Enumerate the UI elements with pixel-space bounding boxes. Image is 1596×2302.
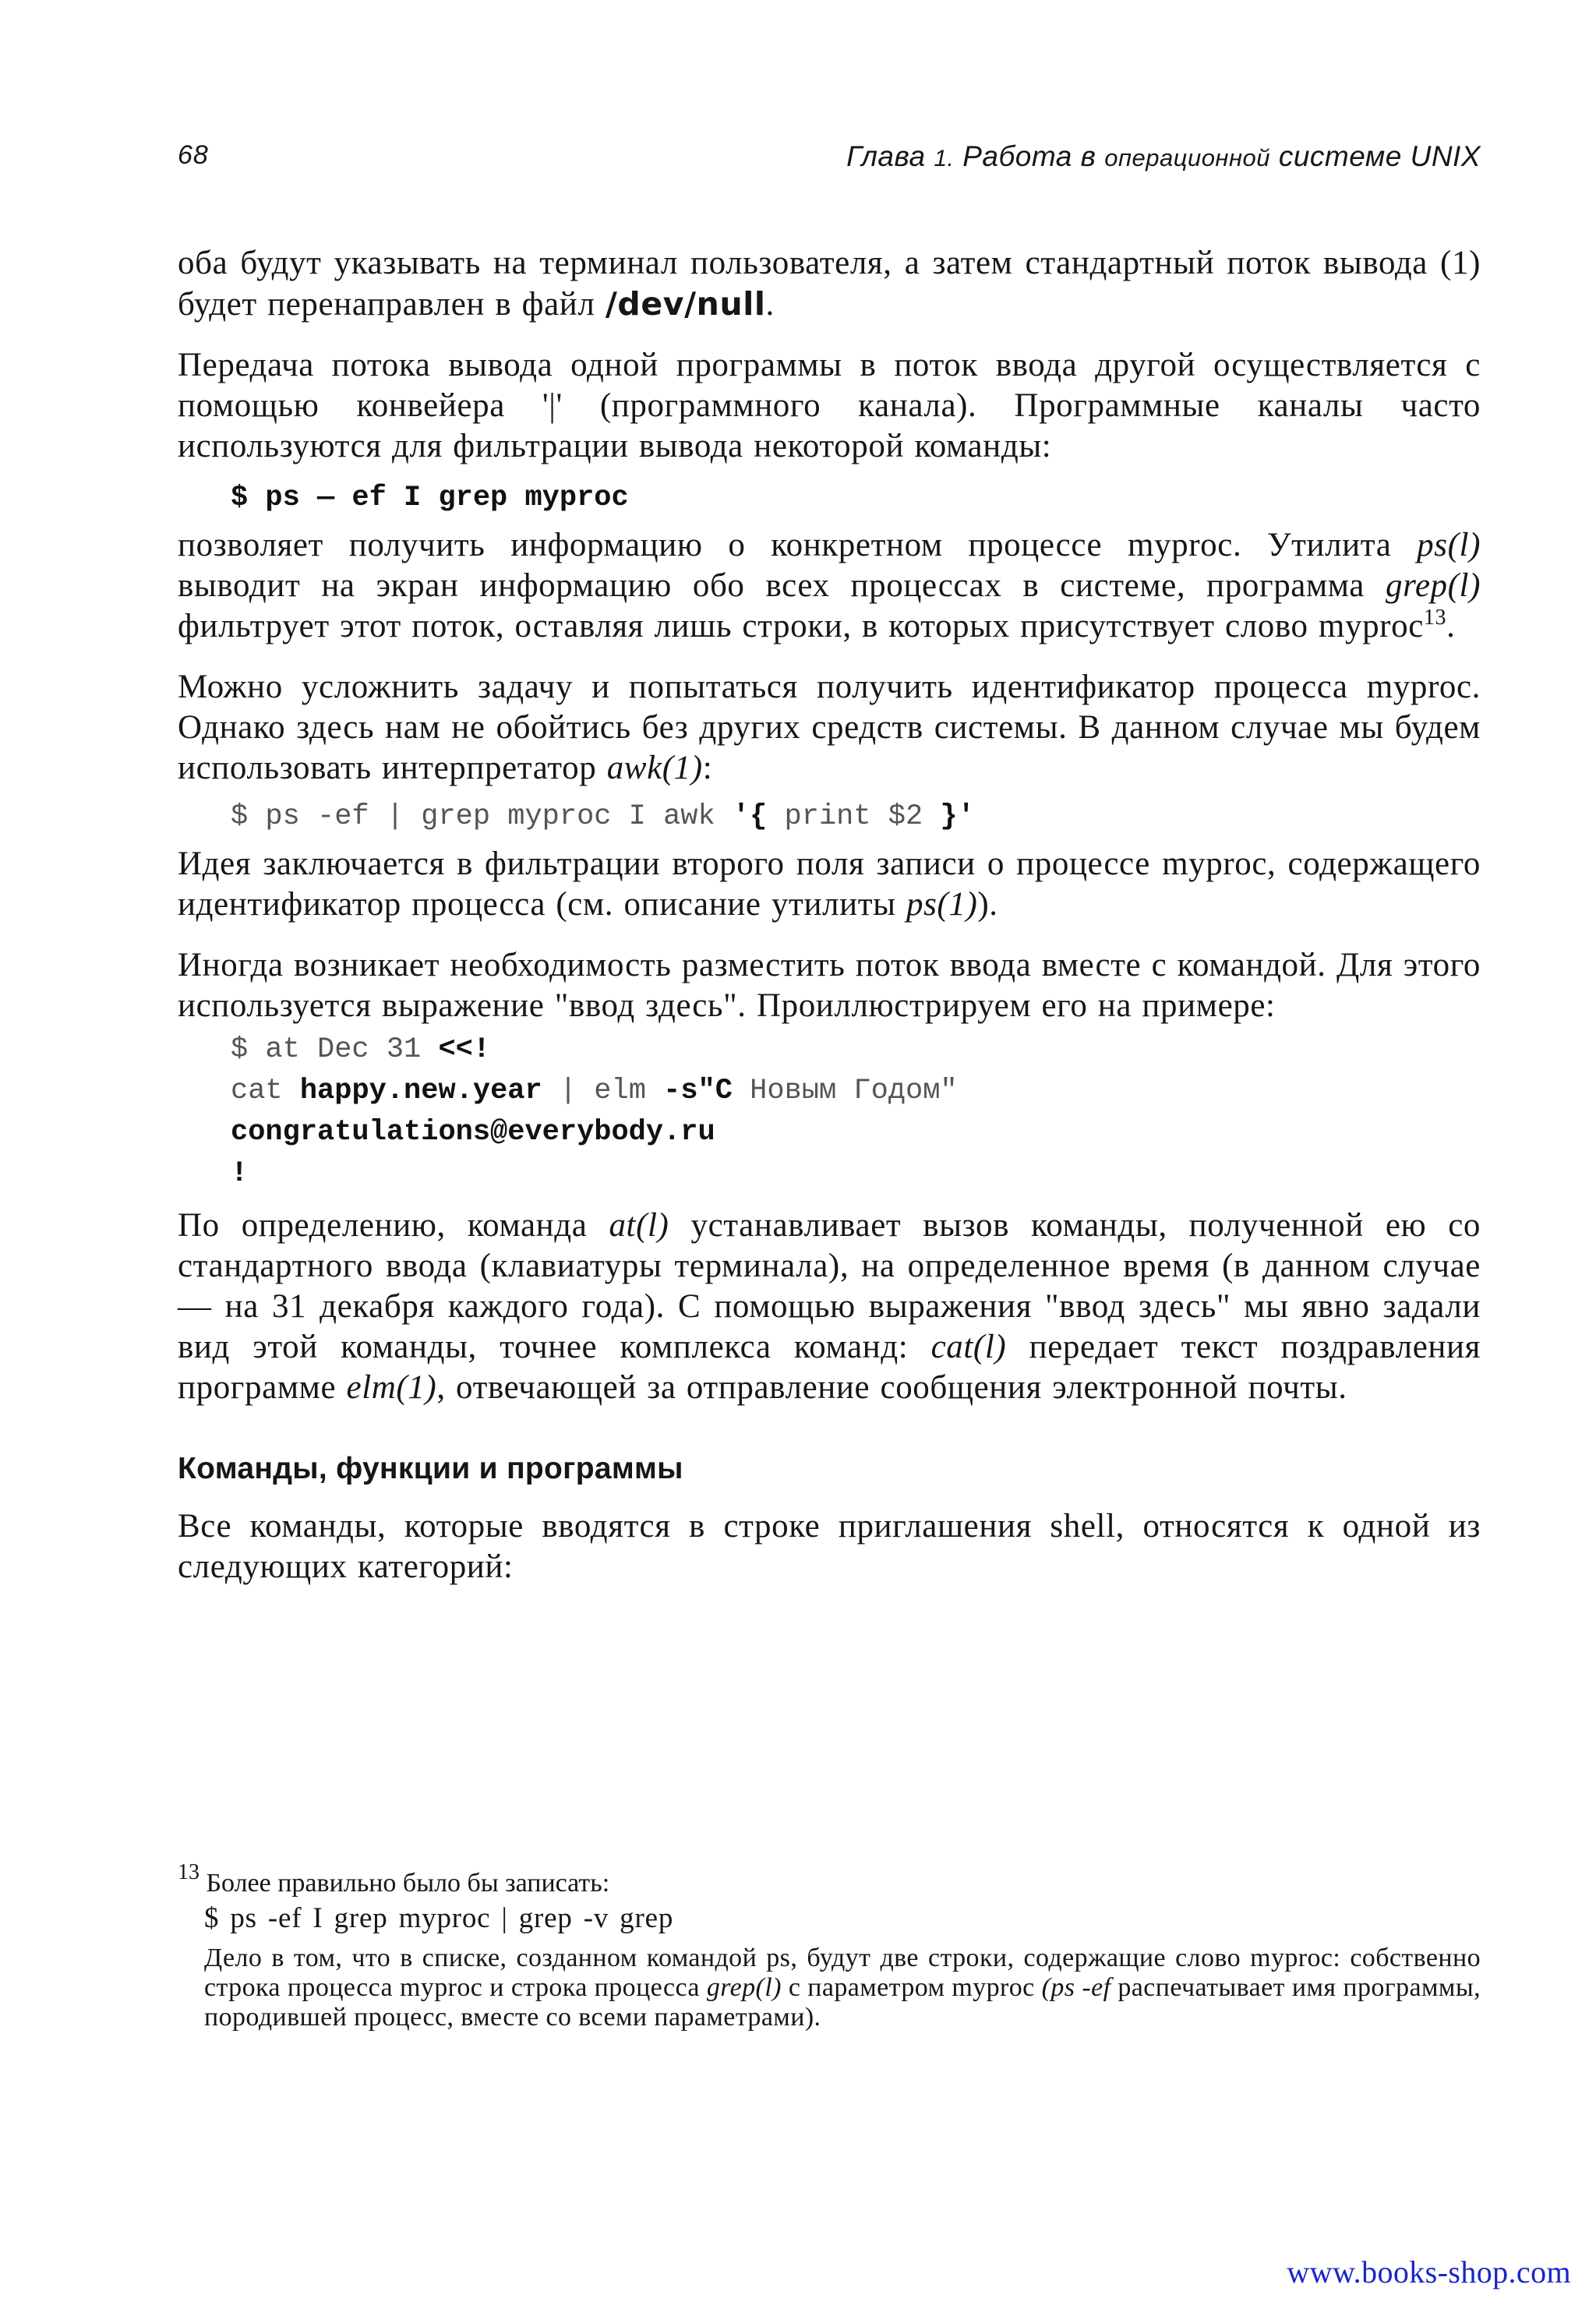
paragraph-pipe: Передача потока вывода одной программы в поток ввода другой осуществляется с помощью конвейера '|' (программного канала). Программные каналы часто используются для фильтрации вывода некоторой команды: [178, 347, 1481, 464]
books-shop-link[interactable]: www.books-shop.com [1287, 2254, 1571, 2290]
footnote-command: $ ps -ef I grep myproc | grep -v grep [204, 1902, 674, 1934]
code-ps-grep: $ ps — ef I grep myproc [231, 482, 629, 514]
paragraph-field-filter: Идея заключается в фильтрации второго поля записи о процессе myproc, содержащего идентификатор процесса (см. описание утилиты ps(1)). [178, 846, 1481, 923]
paragraph-awk: Можно усложнить задачу и попытаться получить идентификатор процесса myproc. Однако здесь нам не обойтись без других средств системы. В данном случае мы будем использовать интерпретатор awk(1): [178, 669, 1481, 786]
book-page [178, 0, 1481, 2302]
code-terminator-line: ! [231, 1157, 249, 1190]
page-number: 68 [178, 140, 209, 170]
main-text [178, 243, 1481, 1587]
footnote-explanation: Дело в том, что в списке, созданном командой ps, будут две строки, содержащие слово myproc: собственно строка процесса myproc и строка процесса grep(l) с параметром myproc (ps -ef распечатывает имя программы, породившей процесс, вместе со всеми параметрами). [204, 1944, 1481, 2032]
dev-null-path: /dev/null [605, 285, 766, 323]
footnote-ref: 13 [1423, 606, 1447, 630]
paragraph-redirect: оба будут указывать на терминал пользователя, а затем стандартный поток вывода (1) будет перенаправлен в файл /dev/null. [178, 245, 1481, 323]
chapter-title: Глава 1. Работа в операционной системе UNIX [846, 140, 1481, 172]
code-email-line: congratulations@everybody.ru [231, 1116, 715, 1149]
footnote-13 [178, 1860, 1481, 2032]
running-header [178, 140, 1481, 179]
paragraph-ps-explained: позволяет получить информацию о конкретном процессе myproc. Утилита ps(l) выводит на экран информацию обо всех процессах в системе, программа grep(l) фильтрует этот поток, оставляя лишь строки, в которых присутствует слово myproc$^{13}$. [178, 527, 1481, 644]
code-cat-line: cat happy.new.year | elm -s"C Новым Годом" [231, 1075, 958, 1107]
paragraph-categories: Все команды, которые вводятся в строке приглашения shell, относятся к одной из следующих категорий: [178, 1508, 1481, 1585]
paragraph-here-doc: Иногда возникает необходимость разместить поток ввода вместе с командой. Для этого используется выражение "ввод здесь". Проиллюстрируем его на примере: [178, 947, 1481, 1024]
code-at-line: $ at Dec 31 <<! [231, 1033, 491, 1066]
code-awk: $ ps -ef | grep myproc I awk '{ print $2 }' [231, 800, 975, 833]
paragraph-at-explained: По определению, команда at(l) устанавливает вызов команды, полученной ею со стандартного ввода (клавиатуры терминала), на определенное время (в данном случае — на 31 декабря каждого года). С помощью выражения "ввод здесь" мы явно задали вид этой команды, точнее комплекса команд: cat(l) передает текст поздравления программе elm(1), отвечающей за отправление сообщения электронной почты. [178, 1207, 1481, 1406]
section-heading: Команды, функции и программы [178, 1452, 683, 1485]
footnote-intro: $^{13}$ Более правильно было бы записать: [178, 1860, 610, 1898]
